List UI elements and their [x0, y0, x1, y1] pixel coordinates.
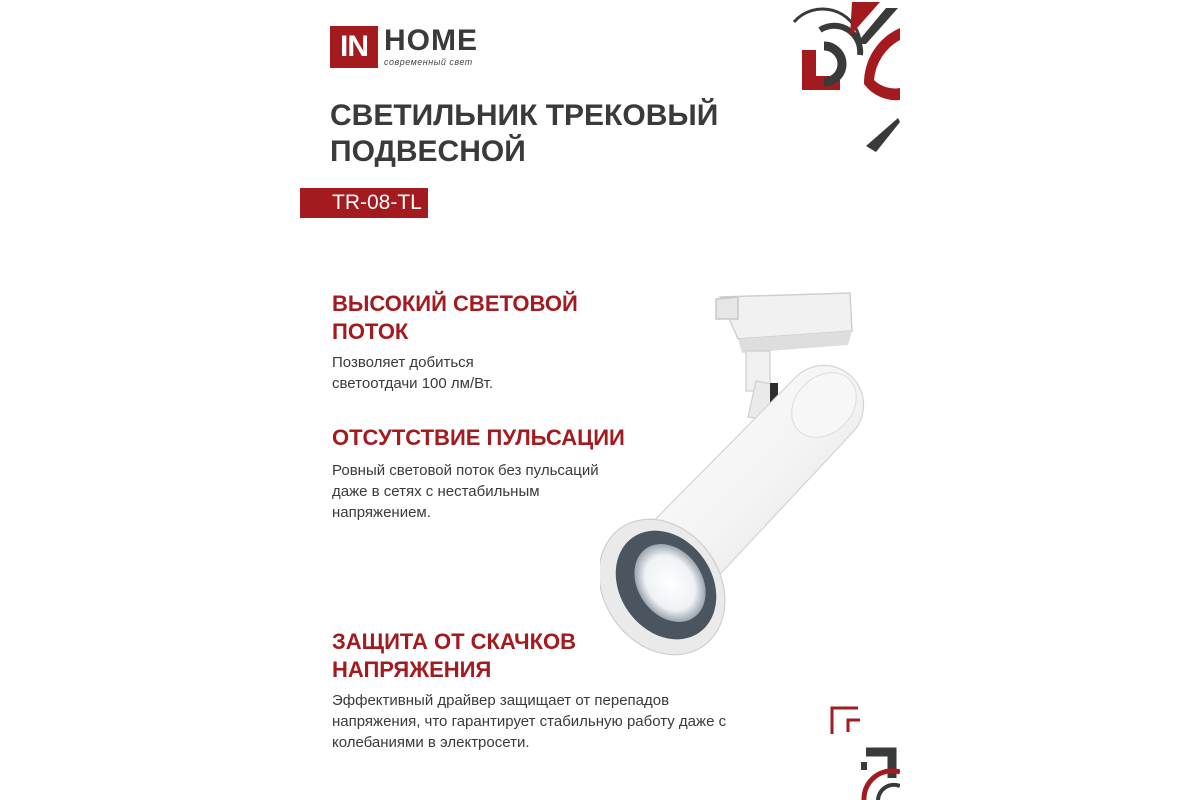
product-image-track-spotlight [600, 285, 900, 675]
logo-home: HOME [384, 24, 478, 57]
logo-box: IN [330, 26, 378, 68]
decorative-shapes-top [790, 0, 900, 160]
decorative-shapes-bottom [820, 698, 900, 800]
logo-tagline: современный свет [384, 57, 473, 67]
model-badge: TR-08-TL [300, 188, 428, 218]
page-title: СВЕТИЛЬНИК ТРЕКОВЫЙ ПОДВЕСНОЙ [330, 99, 719, 168]
feature-text-3: Эффективный драйвер защищает от перепадов напряжения, что гарантирует стабильную работу даже с колебаниями в электросети. [332, 692, 727, 751]
feature-heading-2: ОТСУТСТВИЕ ПУЛЬСАЦИИ [332, 425, 625, 450]
feature-heading-1: ВЫСОКИЙ СВЕТОВОЙ ПОТОК [332, 291, 578, 344]
product-sheet [300, 0, 900, 800]
feature-text-2: Ровный световой поток без пульсаций даже в сетях с нестабильным напряжением. [332, 462, 599, 521]
feature-text-1: Позволяет добиться светоотдачи 100 лм/Вт. [332, 354, 494, 392]
brand-logo [330, 26, 478, 68]
logo-text [384, 26, 478, 67]
feature-heading-3: ЗАЩИТА ОТ СКАЧКОВ НАПРЯЖЕНИЯ [332, 629, 577, 682]
